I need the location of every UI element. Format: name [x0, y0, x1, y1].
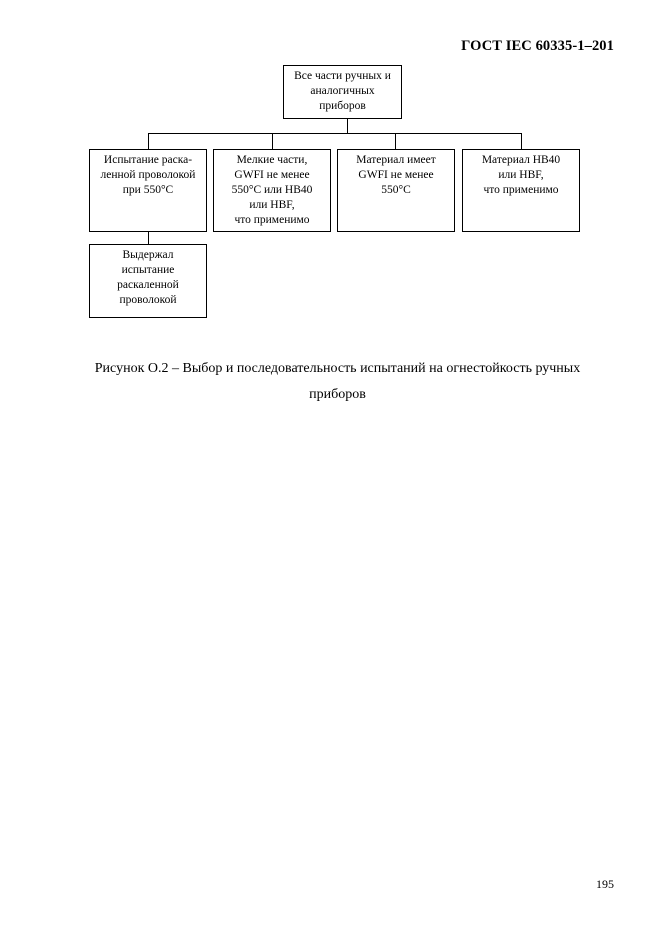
- document-code: ГОСТ IEC 60335-1–201: [461, 38, 614, 54]
- diagram-result-line: Выдержал: [122, 249, 174, 261]
- connector-root-down: [347, 118, 348, 134]
- diagram-result-line: испытание: [121, 264, 175, 276]
- diagram-root-line: Все части ручных и: [294, 70, 391, 82]
- diagram-root-box: [283, 65, 402, 119]
- diagram-branch-3-line: Материал имеет: [356, 154, 436, 166]
- figure-caption: [50, 356, 625, 408]
- connector-to-branch-4: [521, 133, 522, 149]
- diagram-branch-3-line: GWFI не менее: [358, 169, 434, 181]
- figure-caption-line-2: приборов: [309, 387, 366, 402]
- diagram-result-line: проволокой: [119, 294, 177, 306]
- diagram-branch-4-box: [462, 149, 580, 232]
- diagram-branch-2-line: 550°С или НВ40: [231, 184, 313, 196]
- diagram-branch-2-line: GWFI не менее: [234, 169, 310, 181]
- connector-to-branch-2: [272, 133, 273, 149]
- connector-horizontal-bus: [148, 133, 521, 134]
- diagram-branch-3-line: 550°С: [381, 184, 411, 196]
- diagram-branch-1-box: [89, 149, 207, 232]
- diagram-branch-2-line: Мелкие части,: [236, 154, 308, 166]
- diagram-branch-4-line: или НВF,: [498, 169, 544, 181]
- diagram-branch-2-line: что применимо: [234, 214, 310, 226]
- diagram-branch-1-line: Испытание раска-: [103, 154, 193, 166]
- diagram-root-line: аналогичных: [310, 85, 375, 97]
- connector-branch-1-to-result: [148, 231, 149, 245]
- diagram-branch-4-line: Материал НВ40: [481, 154, 561, 166]
- diagram-root-line: приборов: [319, 100, 366, 112]
- connector-to-branch-1: [148, 133, 149, 149]
- diagram-branch-1-line: при 550°С: [122, 184, 174, 196]
- connector-to-branch-3: [395, 133, 396, 149]
- figure-caption-line-1: Рисунок О.2 – Выбор и последовательность испытаний на огнестойкость ручных: [94, 361, 581, 376]
- diagram-branch-3-box: [337, 149, 455, 232]
- diagram-result-line: раскаленной: [117, 279, 179, 291]
- diagram-branch-2-line: или НВF,: [249, 199, 295, 211]
- diagram-branch-1-result-box: [89, 244, 207, 318]
- diagram-branch-4-line: что применимо: [483, 184, 559, 196]
- diagram-branch-2-box: [213, 149, 331, 232]
- page-number: 195: [596, 877, 614, 891]
- diagram-branch-1-line: ленной проволокой: [100, 169, 196, 181]
